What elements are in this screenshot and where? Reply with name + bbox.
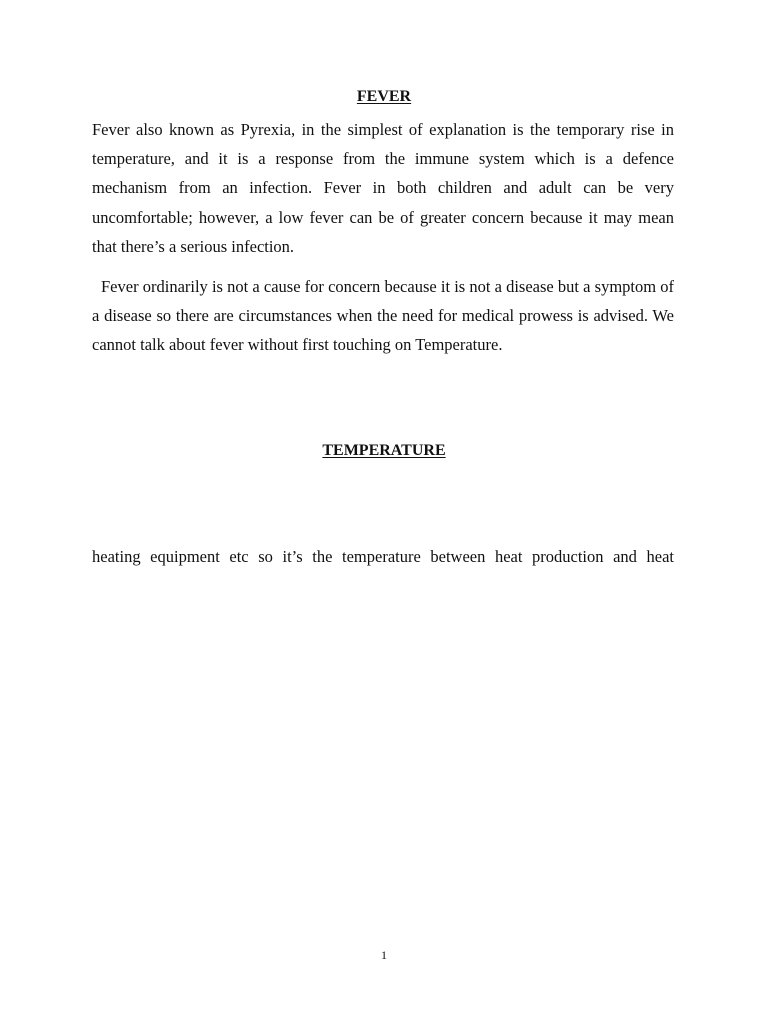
paragraph-fever-definition: Fever also known as Pyrexia, in the simplest of explanation is the temporary rise in temperature, and it is a response from the immune system which is a defence mechanism from an infection. Fever in both children and adult can be very uncomfortable; however, a low fever can be of greater concern because it may mean that there’s a serious infection. [92,120,674,256]
page-number: 1 [381,948,387,962]
section-heading-temperature: TEMPERATURE [322,442,446,459]
section-heading-fever: FEVER [356,88,412,105]
paragraph-temperature-fragment: heating equipment etc so it’s the temperature between heat production and heat [92,547,674,566]
paragraph-fever-concern: Fever ordinarily is not a cause for concern because it is not a disease but a symptom of a disease so there are circumstances when the need for medical prowess is advised. We cannot talk about fever without first touching on Temperature. [92,277,674,355]
